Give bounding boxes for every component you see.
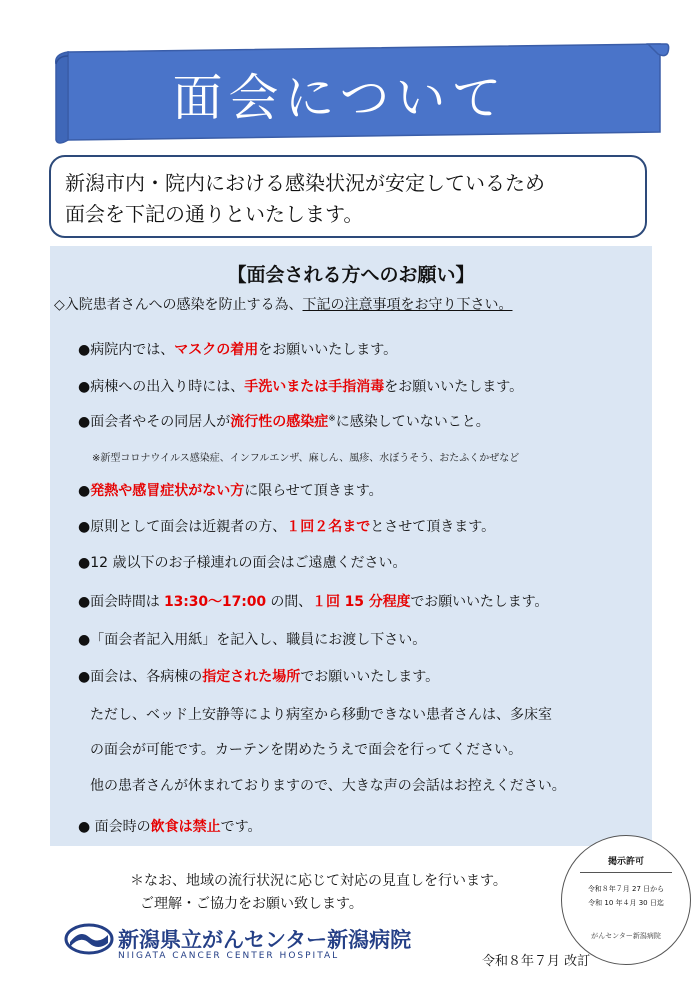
rule-text: をお願いいたします。 (384, 379, 524, 395)
rule-text: ●面会時間は (78, 594, 164, 610)
hospital-logo-icon (64, 923, 114, 955)
permit-org: がんセンター新潟病院 (591, 932, 661, 940)
rule-text: でお願いいたします。 (300, 669, 440, 685)
rule-food (78, 816, 262, 836)
rule-text: です。 (220, 819, 262, 835)
rule-highlight: 13:30～17:00 (163, 594, 266, 610)
rule-text: でお願いいたします。 (410, 594, 549, 610)
rule-text: ● 面会時の (78, 819, 151, 835)
rule-highlight: 飲食は禁止 (150, 819, 221, 835)
intro-line-1: 新潟市内・院内における感染状況が安定しているため (65, 171, 545, 195)
rule-location-cont-3: 他の患者さんが休まれておりますので、大きな声の会話はお控えください。 (90, 778, 566, 794)
intro-box (49, 155, 647, 238)
rule-highlight: １回２名まで (286, 519, 371, 535)
permit-from: 令和８年７月 27 日から (587, 885, 665, 893)
rule-highlight: マスクの着用 (174, 342, 259, 358)
permit-to: 令和 10 年４月 30 日迄 (588, 899, 664, 907)
panel-intro-underlined: 下記の注意事項をお守り下さい。 (302, 297, 513, 313)
rule-children: ●12 歳以下のお子様連れの面会はご遠慮ください。 (78, 555, 407, 571)
footer-line-2: ご理解・ご協力をお願い致します。 (140, 896, 363, 912)
notice-panel (50, 246, 652, 846)
permit-stamp (561, 835, 691, 965)
footer-note (130, 870, 507, 916)
permit-divider (580, 872, 672, 873)
rule-highlight: 発熱や感冒症状がない方 (90, 483, 245, 499)
rule-relatives (78, 516, 495, 536)
rule-mask (78, 339, 397, 359)
rule-text: をお願いいたします。 (258, 342, 398, 358)
rule-highlight: 指定された場所 (202, 669, 301, 685)
hospital-name: 新潟県立がんセンター新潟病院 (118, 928, 412, 952)
rule-location (78, 666, 439, 686)
rule-location-cont-2: の面会が可能です。カーテンを閉めたうえで面会を行ってください。 (90, 742, 523, 758)
rule-highlight: １回 15 分程度 (312, 594, 411, 610)
rule-text: に限らせて頂きます。 (244, 483, 383, 499)
rule-highlight: 流行性の感染症 (230, 414, 329, 430)
rule-fever (78, 480, 383, 500)
rule-location-cont-1: ただし、ベッド上安静等により病室から移動できない患者さんは、多床室 (90, 707, 552, 723)
panel-intro (54, 294, 513, 314)
rule-handwash (78, 376, 523, 396)
permit-title: 掲示許可 (607, 857, 644, 867)
hospital-name-en: NIIGATA CANCER CENTER HOSPITAL (118, 951, 340, 961)
rule-text: ●面会者やその同居人が (78, 414, 231, 430)
revision-date: 令和８年７月 改訂 (482, 954, 591, 969)
rule-form: ●「面会者記入用紙」を記入し、職員にお渡し下さい。 (78, 632, 427, 648)
panel-heading: 【面会される方へのお願い】 (227, 264, 475, 286)
rule-text: ●病院内では、 (78, 342, 175, 358)
footer-line-1: ＊なお、地域の流行状況に応じて対応の見直しを行います。 (130, 873, 507, 889)
page-title: 面会について (172, 69, 508, 127)
intro-line-2: 面会を下記の通りといたします。 (65, 202, 364, 226)
infection-note: ※新型コロナウイルス感染症、インフルエンザ、麻しん、風疹、水ぼうそう、おたふくかぜなど (92, 453, 520, 464)
rule-text: に感染していないこと。 (335, 414, 490, 430)
rule-text: ● (78, 483, 91, 499)
rule-text: とさせて頂きます。 (370, 519, 496, 535)
footnote-mark: ※ (328, 414, 336, 424)
rule-hours (78, 591, 548, 611)
rule-infection (78, 411, 490, 431)
rule-text: の間、 (266, 594, 313, 610)
rule-text: ●原則として面会は近親者の方、 (78, 519, 287, 535)
rule-text: ●病棟への出入り時には、 (78, 379, 245, 395)
panel-intro-text: ◇入院患者さんへの感染を防止する為、 (54, 297, 303, 313)
rule-text: ●面会は、各病棟の (78, 669, 203, 685)
rule-highlight: 手洗いまたは手指消毒 (244, 379, 385, 395)
